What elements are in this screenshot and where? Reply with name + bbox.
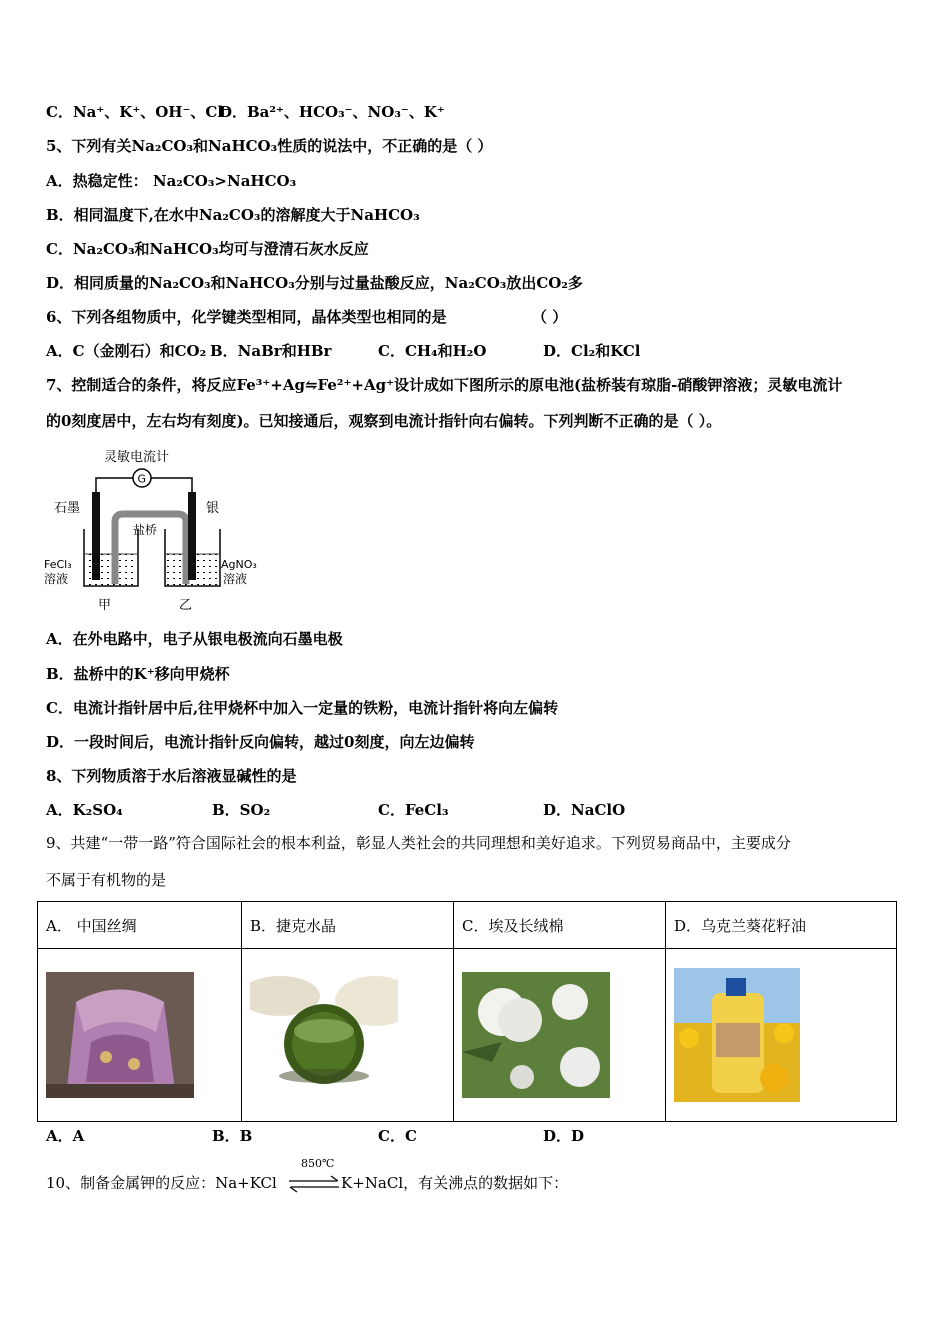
reversible-arrow-icon — [287, 1173, 341, 1197]
q9-option-a: A．A — [46, 1127, 85, 1145]
q6-option-a: A．C（金刚石）和CO₂ — [46, 342, 207, 360]
q5-option-b: B．相同温度下,在水中Na₂CO₃的溶解度大于NaHCO₃ — [46, 206, 420, 224]
q6-option-d: D．Cl₂和KCl — [543, 342, 641, 360]
q9-stem-line1: 9、共建“一带一路”符合国际社会的根本利益，彰显人类社会的共同理想和美好追求。下列贸易商品中，主要成分 — [46, 834, 791, 852]
graphite-label: 石墨 — [54, 501, 81, 516]
q7-option-a: A．在外电路中，电子从银电极流向石墨电极 — [46, 630, 343, 648]
q7-option-c: C．电流计指针居中后,往甲烧杯中加入一定量的铁粉，电流计指针将向左偏转 — [46, 699, 559, 717]
q7-option-d: D．一段时间后，电流计指针反向偏转，越过0刻度，向左边偏转 — [46, 733, 475, 751]
cotton-image — [462, 972, 610, 1098]
q8-option-b: B．SO₂ — [212, 801, 271, 819]
q8-stem: 8、下列物质溶于水后溶液显碱性的是 — [46, 767, 297, 785]
agno3-solution-label: 溶液 — [223, 572, 248, 586]
q9-header-c: C．埃及长绒棉 — [454, 902, 666, 949]
q9-option-c: C．C — [378, 1127, 417, 1145]
q9-header-a: A． 中国丝绸 — [38, 902, 242, 949]
salt-bridge-label: 盐桥 — [133, 523, 158, 537]
q9-option-b: B．B — [212, 1127, 253, 1145]
beaker-jia-label: 甲 — [98, 598, 112, 613]
galvanometer-g: G — [137, 472, 147, 486]
q10-stem-pre: 10、制备金属钾的反应：Na+KCl — [46, 1174, 277, 1192]
galvanic-cell-diagram — [40, 444, 270, 618]
q8-option-d: D．NaClO — [543, 801, 626, 819]
q10-stem-post: K+NaCl，有关沸点的数据如下： — [341, 1174, 569, 1192]
q6-option-c: C．CH₄和H₂O — [378, 342, 487, 360]
q5-option-a: A．热稳定性： Na₂CO₃>NaHCO₃ — [46, 172, 297, 190]
q9-header-b: B．捷克水晶 — [242, 902, 454, 949]
q4-option-c: C．Na⁺、K⁺、OH⁻、Cl⁻ — [46, 103, 231, 121]
q4-option-d: D．Ba²⁺、HCO₃⁻、NO₃⁻、K⁺ — [219, 103, 445, 121]
q5-stem: 5、下列有关Na₂CO₃和NaHCO₃性质的说法中，不正确的是（ ） — [46, 137, 493, 155]
silk-image — [46, 972, 194, 1098]
q6-answer-paren: （ ） — [532, 308, 568, 326]
silver-label: 银 — [206, 501, 220, 516]
q7-stem-line1: 7、控制适合的条件，将反应Fe³⁺+Ag⇋Fe²⁺+Ag⁺设计成如下图所示的原电池(盐桥装有琼脂-硝酸钾溶液；灵敏电流计 — [46, 376, 843, 394]
q7-option-b: B．盐桥中的K⁺移向甲烧杯 — [46, 665, 230, 683]
fecl3-label: FeCl₃ — [44, 558, 72, 571]
q8-option-a: A．K₂SO₄ — [46, 801, 123, 819]
sunflower-oil-image — [674, 968, 800, 1102]
q5-option-d: D．相同质量的Na₂CO₃和NaHCO₃分别与过量盐酸反应，Na₂CO₃放出CO₂多 — [46, 274, 583, 292]
crystal-image — [250, 976, 398, 1094]
agno3-label: AgNO₃ — [221, 558, 257, 571]
q6-option-b: B．NaBr和HBr — [210, 342, 332, 360]
q5-option-c: C．Na₂CO₃和NaHCO₃均可与澄清石灰水反应 — [46, 240, 369, 258]
q7-stem-line2: 的0刻度居中，左右均有刻度)。已知接通后，观察到电流计指针向右偏转。下列判断不正确的是（ ）。 — [46, 412, 722, 430]
beaker-yi-label: 乙 — [179, 598, 193, 613]
q9-stem-line2: 不属于有机物的是 — [46, 871, 167, 889]
q9-header-d: D．乌克兰葵花籽油 — [666, 902, 897, 949]
meter-label: 灵敏电流计 — [104, 450, 170, 465]
fecl3-solution-label: 溶液 — [44, 572, 69, 586]
q9-option-d: D．D — [543, 1127, 585, 1145]
q8-option-c: C．FeCl₃ — [378, 801, 449, 819]
q6-stem: 6、下列各组物质中，化学键类型相同，晶体类型也相同的是 — [46, 308, 447, 326]
q9-goods-table — [37, 901, 897, 1122]
q10-condition: 850℃ — [301, 1157, 335, 1170]
